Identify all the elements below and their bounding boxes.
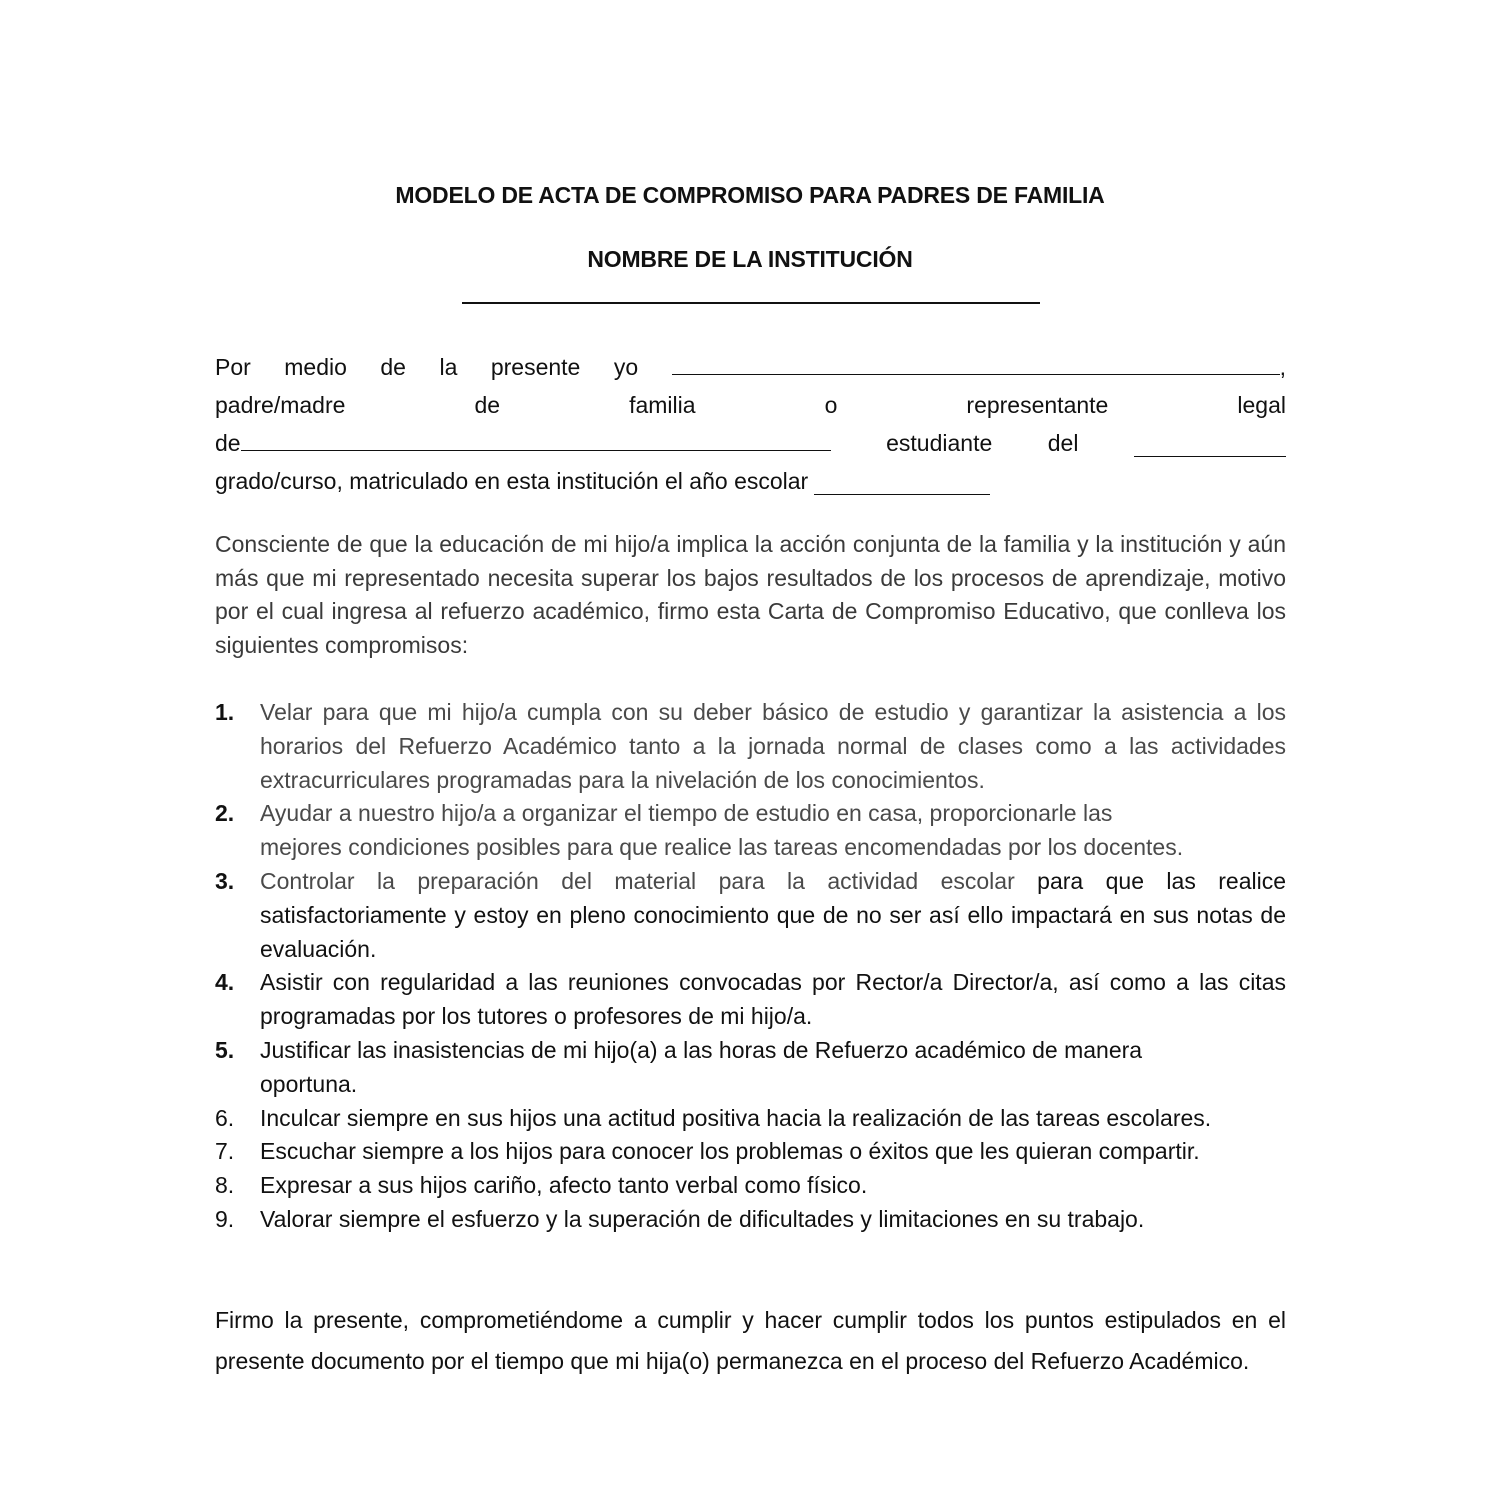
intro-text: grado/curso, matriculado en esta institución el año escolar [215,468,809,494]
intro-word: estudiante [886,430,993,456]
item-number: 8. [215,1172,235,1199]
intro-word: de [215,430,241,456]
parent-name-blank[interactable] [672,354,1280,375]
intro-word: Por [215,354,251,380]
list-item [215,966,1286,1034]
document-title: MODELO DE ACTA DE COMPROMISO PARA PADRES DE FAMILIA [395,182,1105,208]
intro-statement [215,343,1286,495]
intro-word: la [439,354,458,380]
item-text-line: oportuna. [260,1070,358,1097]
item-text-line: Ayudar a nuestro hijo/a a organizar el tiempo de estudio en casa, proporcionarle las [260,800,1113,827]
item-number: 2. [215,800,235,827]
list-item [215,865,1286,966]
commitments-list [215,696,1286,1237]
item-text-line: Justificar las inasistencias de mi hijo(a) a las horas de Refuerzo académico de manera [260,1036,1143,1063]
item-number: 5. [215,1036,235,1063]
item-text: Expresar a sus hijos cariño, afecto tanto verbal como físico. [260,1172,868,1199]
item-text: Escuchar siempre a los hijos para conocer los problemas o éxitos que les quieran compartir. [260,1138,1200,1165]
student-name-blank[interactable] [241,430,831,451]
intro-row-3 [215,419,1286,457]
list-item [215,1034,1286,1102]
intro-word: de [474,392,501,418]
institution-name-blank[interactable] [462,302,1040,304]
item-text-line: mejores condiciones posibles para que realice las tareas encomendadas por los docentes. [260,834,1184,861]
item-text-part: Controlar la preparación del material para la actividad escolar [260,867,1015,894]
item-number: 1. [215,699,235,725]
list-item [215,1135,1286,1169]
list-item [215,1203,1286,1237]
intro-word: familia [629,392,696,418]
item-number: 6. [215,1104,235,1131]
item-text [260,865,1286,966]
item-text: Velar para que mi hijo/a cumpla con su deber básico de estudio y garantizar la asistencia a los horarios del Refuerzo Académico tanto a la jornada normal de clases como a las actividades extracurriculares programadas para la nivelación de los conocimientos. [260,699,1286,793]
item-number: 3. [215,867,235,894]
item-text [260,797,1286,865]
closing-paragraph: Firmo la presente, comprometiéndome a cumplir y hacer cumplir todos los puntos estipulados en el presente documento por el tiempo que mi hija(o) permanezca en el proceso del Refuerzo Académico. [215,1307,1286,1374]
intro-word: o [824,392,838,418]
item-text-part: para que las realice satisfactoriamente y estoy en pleno conocimiento que de no ser así ello impactará en sus notas de evaluación. [260,867,1287,962]
intro-word: de [380,354,406,380]
intro-comma: , [1279,354,1286,380]
list-item [215,1169,1286,1203]
item-number: 9. [215,1205,235,1232]
intro-word: legal [1237,392,1286,418]
item-text: Asistir con regularidad a las reuniones convocadas por Rector/a Director/a, así como a las citas programadas por los tutores o profesores de mi hijo/a. [260,969,1286,1030]
institution-name-label: NOMBRE DE LA INSTITUCIÓN [587,246,913,272]
student-name-field[interactable] [215,430,831,457]
item-text: Inculcar siempre en sus hijos una actitud positiva hacia la realización de las tareas escolares. [260,1104,1212,1131]
intro-word: presente [490,354,581,380]
item-text [260,1034,1286,1102]
intro-row-1 [215,343,1286,381]
intro-word: representante [966,392,1109,418]
list-item [215,797,1286,865]
intro-word: padre/madre [215,392,346,418]
grade-blank[interactable] [1134,436,1286,457]
list-item [215,696,1286,797]
parent-name-field[interactable] [672,354,1286,381]
intro-row-4 [215,457,1286,495]
intro-word: yo [613,354,639,380]
school-year-blank[interactable] [814,474,990,495]
item-number: 4. [215,969,235,996]
item-number: 7. [215,1138,235,1165]
intro-row-2 [215,381,1286,419]
consent-paragraph: Consciente de que la educación de mi hijo/a implica la acción conjunta de la familia y la institución y aún más que mi representado necesita superar los bajos resultados de los procesos de aprendizaje, motivo por el cual ingresa al refuerzo académico, firmo esta Carta de Compromiso Educativo, que conlleva los siguientes compromisos: [215,531,1286,658]
intro-word: del [1047,430,1079,456]
item-text: Valorar siempre el esfuerzo y la superación de dificultades y limitaciones en su trabajo. [260,1205,1145,1232]
list-item [215,1102,1286,1136]
intro-word: medio [284,354,347,380]
